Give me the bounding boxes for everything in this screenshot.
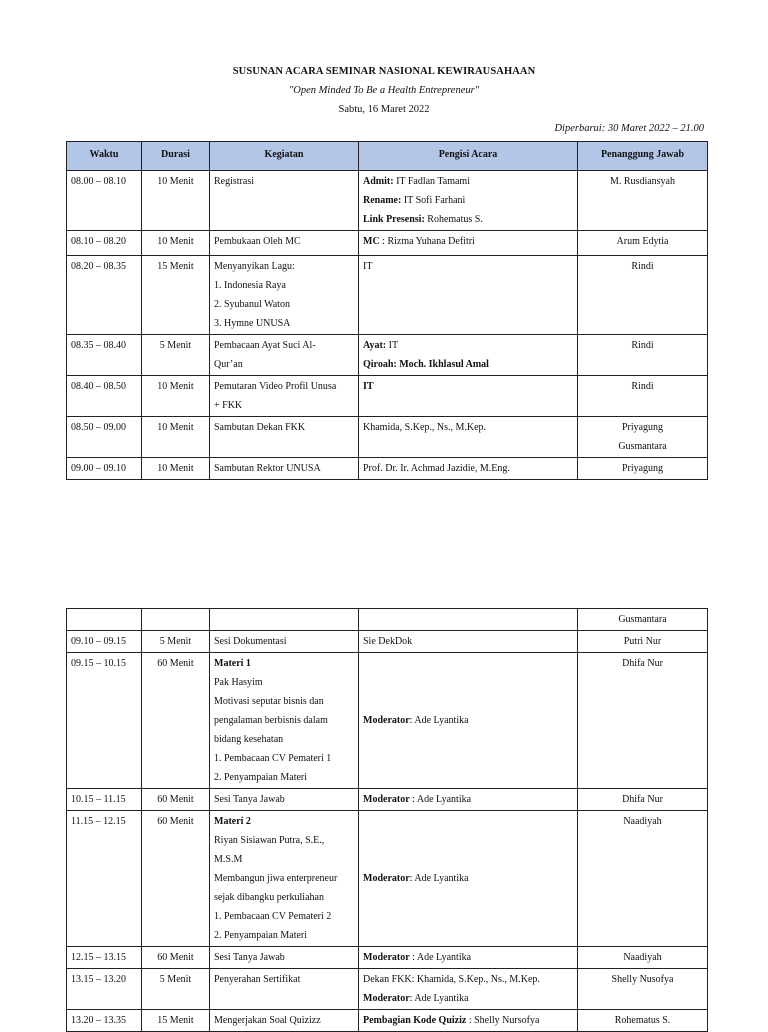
kegiatan-line: Motivasi seputar bisnis dan [214,696,324,707]
cell-durasi: 60 Menit [142,653,210,789]
cell-waktu [67,609,142,631]
pj-line: Priyagung [621,422,664,433]
pj-line: Rohematus S. [614,1015,671,1026]
header-kegiatan: Kegiatan [210,142,359,171]
pj-line: M. Rusdiansyah [610,176,675,187]
cell-kegiatan [210,171,359,231]
table-row [67,417,708,458]
kegiatan-line: Materi 1 [214,658,251,669]
cell-kegiatan [210,947,359,969]
pengisi-line [363,355,573,374]
cell-durasi: 15 Menit [142,1010,210,1032]
pengisi-role: IT [363,381,374,392]
cell-pengisi-acara [359,231,578,256]
cell-pengisi-acara [359,458,578,480]
pengisi-line [363,418,573,437]
kegiatan-line: Pak Hasyim [214,677,263,688]
pengisi-line [363,232,573,251]
kegiatan-line: Sesi Tanya Jawab [214,952,285,963]
pj-line: Priyagung [621,463,664,474]
cell-penanggung-jawab [578,335,708,376]
pengisi-role: Moderator [363,993,410,1004]
table-row [67,1010,708,1032]
kegiatan-line: Sesi Dokumentasi [214,636,287,647]
cell-durasi: 5 Menit [142,335,210,376]
pengisi-line [363,790,573,809]
pengisi-name: Prof. Dr. Ir. Achmad Jazidie, M.Eng. [363,463,510,474]
cell-pengisi-acara [359,171,578,231]
kegiatan-line: + FKK [214,400,243,411]
cell-durasi: 10 Menit [142,231,210,256]
cell-penanggung-jawab [578,256,708,335]
table-row [67,789,708,811]
pengisi-name: IT Sofi Farhani [401,195,466,206]
table-row [67,653,708,789]
pengisi-line [363,377,573,396]
pengisi-name: IT [363,261,373,272]
event-date: Sabtu, 16 Maret 2022 [338,104,430,115]
kegiatan-line: pengalaman berbisnis dalam [214,715,328,726]
pengisi-name: Rohematus S. [424,214,483,225]
pj-line: Dhifa Nur [622,658,663,669]
cell-kegiatan [210,969,359,1010]
cell-penanggung-jawab [578,458,708,480]
kegiatan-line: Pemutaran Video Profil Unusa [214,381,337,392]
cell-penanggung-jawab [578,947,708,969]
table-row [67,231,708,256]
pengisi-line [363,191,573,210]
cell-penanggung-jawab [578,789,708,811]
cell-pengisi-acara [359,947,578,969]
kegiatan-line: Penyerahan Sertifikat [214,974,301,985]
cell-pengisi-acara [359,653,578,789]
cell-penanggung-jawab [578,609,708,631]
pengisi-role: Moderator [363,873,410,884]
pengisi-line [363,948,573,967]
cell-kegiatan [210,1010,359,1032]
cell-pengisi-acara [359,789,578,811]
pengisi-line [363,632,573,651]
cell-pengisi-acara [359,417,578,458]
cell-pengisi-acara [359,631,578,653]
kegiatan-line: 1. Pembacaan CV Pemateri 2 [214,911,332,922]
cell-durasi: 60 Menit [142,811,210,947]
pengisi-role: MC [363,236,380,247]
pj-line: Gusmantara [618,441,667,452]
pengisi-role: Ayat: [363,340,387,351]
cell-durasi: 15 Menit [142,256,210,335]
cell-durasi: 5 Menit [142,969,210,1010]
pengisi-name: : Ade Lyantika [409,993,469,1004]
cell-waktu: 09.15 – 10.15 [67,653,142,789]
table-row [67,947,708,969]
cell-waktu: 08.35 – 08.40 [67,335,142,376]
pj-line: Gusmantara [618,614,667,625]
pj-line: Rindi [631,261,654,272]
cell-waktu: 13.20 – 13.35 [67,1010,142,1032]
pengisi-name: : Ade Lyantika [409,873,469,884]
cell-kegiatan [210,789,359,811]
cell-pengisi-acara [359,376,578,417]
cell-waktu: 13.15 – 13.20 [67,969,142,1010]
header-durasi: Durasi [142,142,210,171]
pengisi-role: Moderator [363,952,410,963]
kegiatan-line: Mengerjakan Soal Quizizz [214,1015,321,1026]
cell-penanggung-jawab [578,811,708,947]
kegiatan-line: 1. Pembacaan CV Pemateri 1 [214,753,332,764]
pengisi-name: Sie DekDok [363,636,413,647]
cell-durasi: 60 Menit [142,947,210,969]
kegiatan-line: Registrasi [214,176,254,187]
pj-line: Naadiyah [623,816,662,827]
cell-waktu: 08.50 – 09.00 [67,417,142,458]
kegiatan-line: Riyan Sisiawan Putra, S.E., [214,835,325,846]
pengisi-name: : Rizma Yuhana Defitri [379,236,475,247]
cell-kegiatan [210,653,359,789]
table-row [67,256,708,335]
pj-line: Rindi [631,381,654,392]
header-penanggung-jawab: Penanggung Jawab [578,142,708,171]
pengisi-line [363,970,573,989]
kegiatan-line: 2. Penyampaian Materi [214,772,308,783]
kegiatan-line: 2. Syubanul Waton [214,299,290,310]
cell-waktu: 09.10 – 09.15 [67,631,142,653]
kegiatan-line: M.S.M [214,854,243,865]
cell-kegiatan [210,335,359,376]
table-row [67,969,708,1010]
pengisi-name: IT Fadlan Tamami [393,176,470,187]
schedule-table-1 [66,141,708,480]
cell-pengisi-acara [359,609,578,631]
cell-durasi: 10 Menit [142,376,210,417]
pengisi-name: IT [386,340,399,351]
cell-pengisi-acara [359,335,578,376]
cell-durasi [142,609,210,631]
cell-penanggung-jawab [578,231,708,256]
cell-waktu: 08.00 – 08.10 [67,171,142,231]
kegiatan-line: Materi 2 [214,816,251,827]
kegiatan-line: 1. Indonesia Raya [214,280,286,291]
kegiatan-line: 2. Penyampaian Materi [214,930,308,941]
pengisi-name: : Shelly Nursofya [466,1015,540,1026]
cell-penanggung-jawab [578,653,708,789]
cell-kegiatan [210,376,359,417]
pengisi-role: Qiroah: Moch. Ikhlasul Amal [363,359,489,370]
cell-durasi: 10 Menit [142,458,210,480]
pengisi-line [363,459,573,478]
cell-pengisi-acara [359,1010,578,1032]
kegiatan-line: Pembacaan Ayat Suci Al- [214,340,316,351]
pengisi-line [363,210,573,229]
pengisi-role: Admit: [363,176,394,187]
cell-kegiatan [210,811,359,947]
pengisi-line [363,172,573,191]
table-row [67,335,708,376]
cell-durasi: 10 Menit [142,417,210,458]
cell-waktu: 09.00 – 09.10 [67,458,142,480]
table-row [67,609,708,631]
pengisi-name: Khamida, S.Kep., Ns., M.Kep. [363,422,487,433]
kegiatan-line: bidang kesehatan [214,734,284,745]
pengisi-line [363,336,573,355]
pengisi-role: Link Presensi: [363,214,425,225]
table-row [67,376,708,417]
table-row [67,458,708,480]
cell-kegiatan [210,631,359,653]
cell-penanggung-jawab [578,631,708,653]
cell-penanggung-jawab [578,417,708,458]
table-row [67,811,708,947]
cell-penanggung-jawab [578,969,708,1010]
kegiatan-line: Pembukaan Oleh MC [214,236,301,247]
header-pengisi-acara: Pengisi Acara [359,142,578,171]
cell-waktu: 11.15 – 12.15 [67,811,142,947]
kegiatan-line: Sambutan Rektor UNUSA [214,463,321,474]
pj-line: Dhifa Nur [622,794,663,805]
table-header-row [67,142,708,171]
kegiatan-line: 3. Hymne UNUSA [214,318,291,329]
pj-line: Arum Edytia [616,236,669,247]
document-subtitle: "Open Minded To Be a Health Entrepreneur" [288,85,480,96]
cell-kegiatan [210,609,359,631]
kegiatan-line: sejak dibangku perkuliahan [214,892,324,903]
document-title: SUSUNAN ACARA SEMINAR NASIONAL KEWIRAUSAHAAN [232,66,536,77]
kegiatan-line: Menyanyikan Lagu: [214,261,295,272]
pengisi-line [363,989,573,1008]
cell-waktu: 08.40 – 08.50 [67,376,142,417]
table-row [67,171,708,231]
cell-waktu: 10.15 – 11.15 [67,789,142,811]
pengisi-line [363,711,573,730]
cell-waktu: 08.20 – 08.35 [67,256,142,335]
pj-line: Putri Nur [623,636,662,647]
pengisi-name: : Ade Lyantika [409,715,469,726]
cell-durasi: 5 Menit [142,631,210,653]
cell-kegiatan [210,231,359,256]
pengisi-name: : Ade Lyantika [409,952,472,963]
cell-kegiatan [210,256,359,335]
pj-line: Rindi [631,340,654,351]
cell-pengisi-acara [359,969,578,1010]
pengisi-role: Pembagian Kode Quiziz [363,1015,467,1026]
schedule-table-2 [66,608,708,1032]
kegiatan-line: Sesi Tanya Jawab [214,794,285,805]
pengisi-line [363,869,573,888]
cell-durasi: 10 Menit [142,171,210,231]
header-waktu: Waktu [67,142,142,171]
cell-penanggung-jawab [578,171,708,231]
cell-durasi: 60 Menit [142,789,210,811]
pengisi-role: Rename: [363,195,402,206]
pj-line: Naadiyah [623,952,662,963]
pengisi-line [363,1011,573,1030]
pj-line: Shelly Nusofya [611,974,674,985]
cell-kegiatan [210,458,359,480]
cell-pengisi-acara [359,256,578,335]
pengisi-line [363,257,573,276]
table-row [67,631,708,653]
cell-waktu: 08.10 – 08.20 [67,231,142,256]
pengisi-name: : Ade Lyantika [409,794,472,805]
cell-penanggung-jawab [578,376,708,417]
cell-waktu: 12.15 – 13.15 [67,947,142,969]
pengisi-role: Moderator [363,715,410,726]
updated-note: Diperbarui: 30 Maret 2022 – 21.00 [554,123,704,134]
kegiatan-line: Membangun jiwa enterpreneur [214,873,338,884]
cell-penanggung-jawab [578,1010,708,1032]
cell-kegiatan [210,417,359,458]
kegiatan-line: Qur’an [214,359,243,370]
pengisi-name: Dekan FKK: Khamida, S.Kep., Ns., M.Kep. [363,974,540,985]
pengisi-role: Moderator [363,794,410,805]
kegiatan-line: Sambutan Dekan FKK [214,422,306,433]
cell-pengisi-acara [359,811,578,947]
